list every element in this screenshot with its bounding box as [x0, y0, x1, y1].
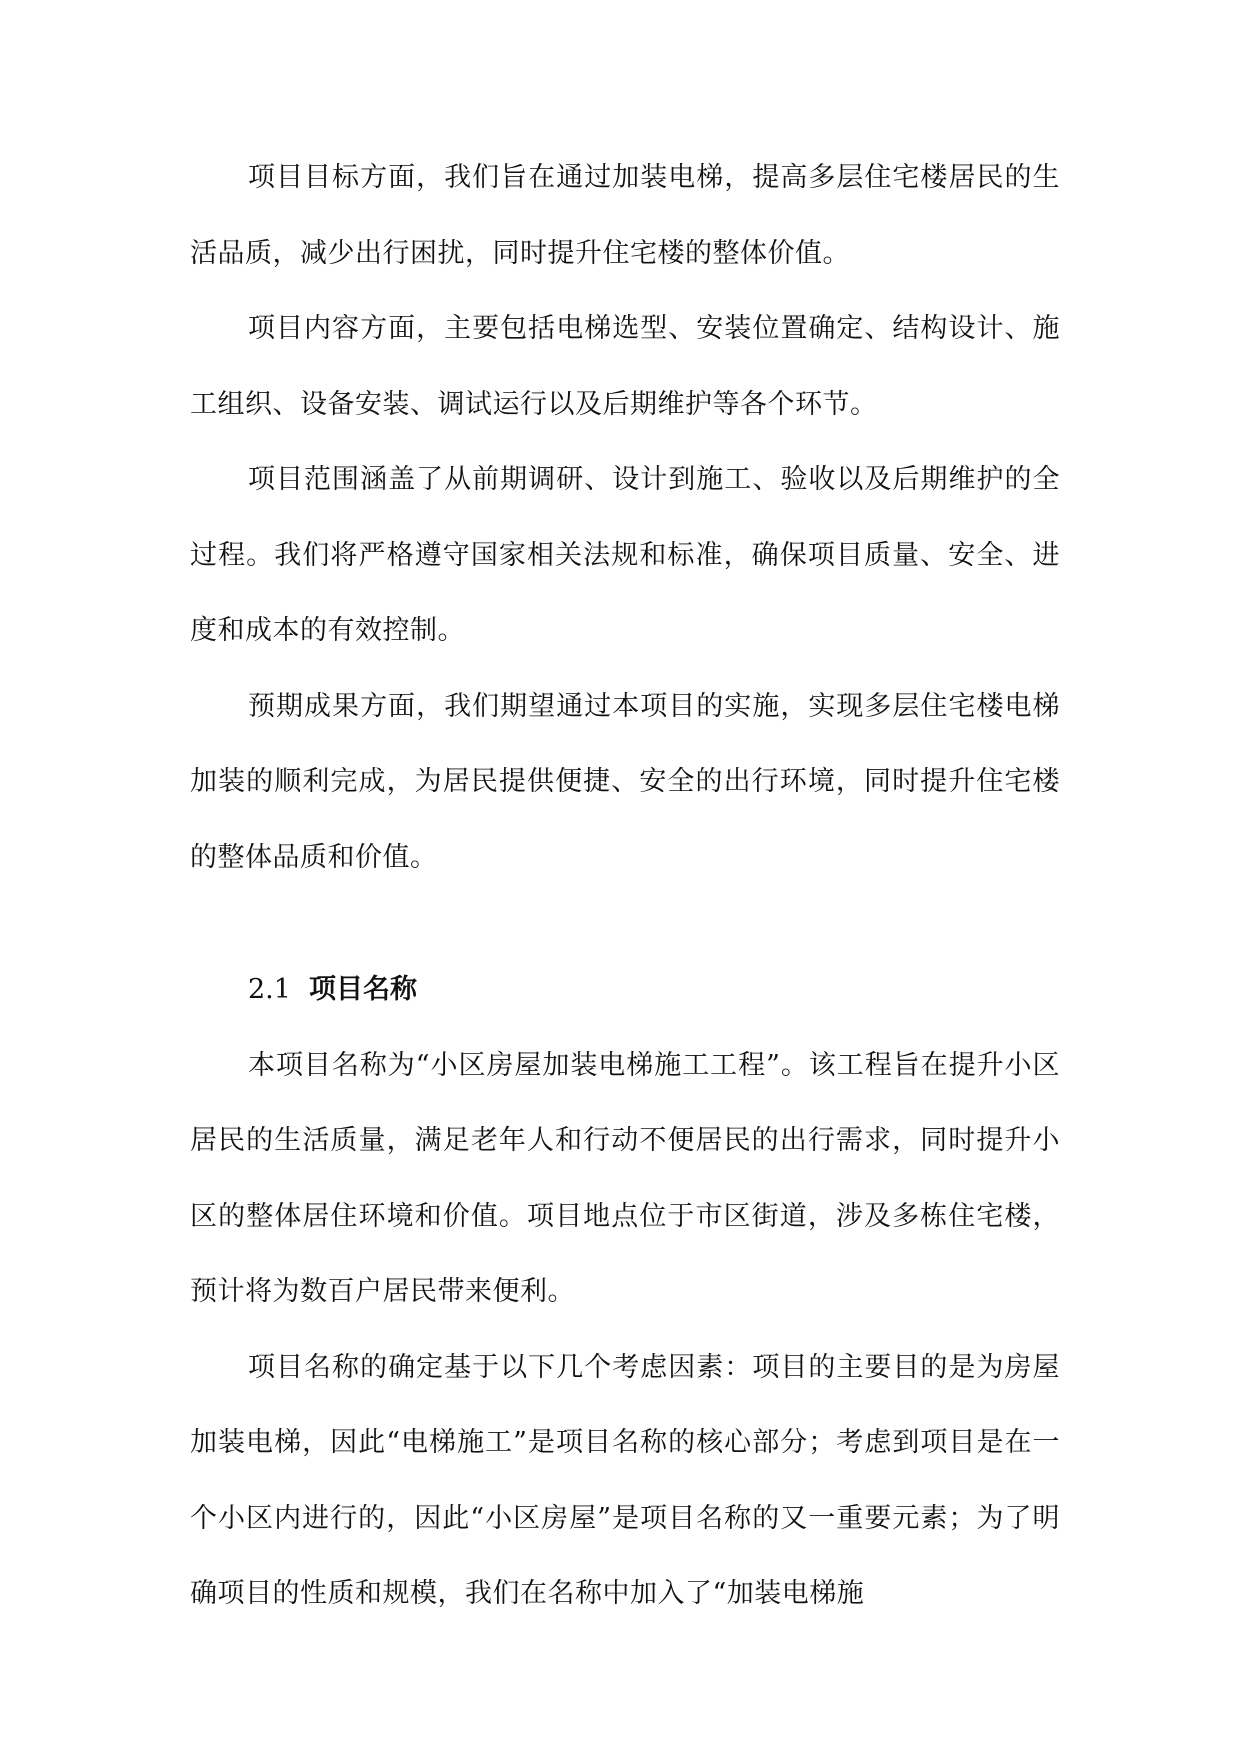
section-title: 项目名称: [308, 974, 417, 1005]
paragraph-expected-results: 预期成果方面，我们期望通过本项目的实施，实现多层住宅楼电梯加装的顺利完成，为居民提供便捷、安全的出行环境，同时提升住宅楼的整体品质和价值。: [190, 690, 1060, 873]
paragraph-project-name: 本项目名称为“小区房屋加装电梯施工工程”。该工程旨在提升小区居民的生活质量，满足老年人和行动不便居民的出行需求，同时提升小区的整体居住环境和价值。项目地点位于市区街道，涉及多栋住宅楼，预计将为数百户居民带来便利。: [190, 1049, 1060, 1307]
section-number: 2.1: [248, 974, 291, 1005]
paragraph-name-rationale: 项目名称的确定基于以下几个考虑因素：项目的主要目的是为房屋加装电梯，因此“电梯施工”是项目名称的核心部分；考虑到项目是在一个小区内进行的，因此“小区房屋”是项目名称的又一重要元素；为了明确项目的性质和规模，我们在名称中加入了“加装电梯施: [190, 1351, 1060, 1609]
paragraph-project-scope: 项目范围涵盖了从前期调研、设计到施工、验收以及后期维护的全过程。我们将严格遵守国家相关法规和标准，确保项目质量、安全、进度和成本的有效控制。: [190, 464, 1060, 646]
section-heading: [190, 952, 1060, 1028]
paragraph-project-goal: 项目目标方面，我们旨在通过加装电梯，提高多层住宅楼居民的生活品质，减少出行困扰，同时提升住宅楼的整体价值。: [190, 162, 1060, 269]
paragraph-project-content: 项目内容方面，主要包括电梯选型、安装位置确定、结构设计、施工组织、设备安装、调试运行以及后期维护等各个环节。: [190, 313, 1060, 420]
document-body: [190, 140, 1060, 1632]
